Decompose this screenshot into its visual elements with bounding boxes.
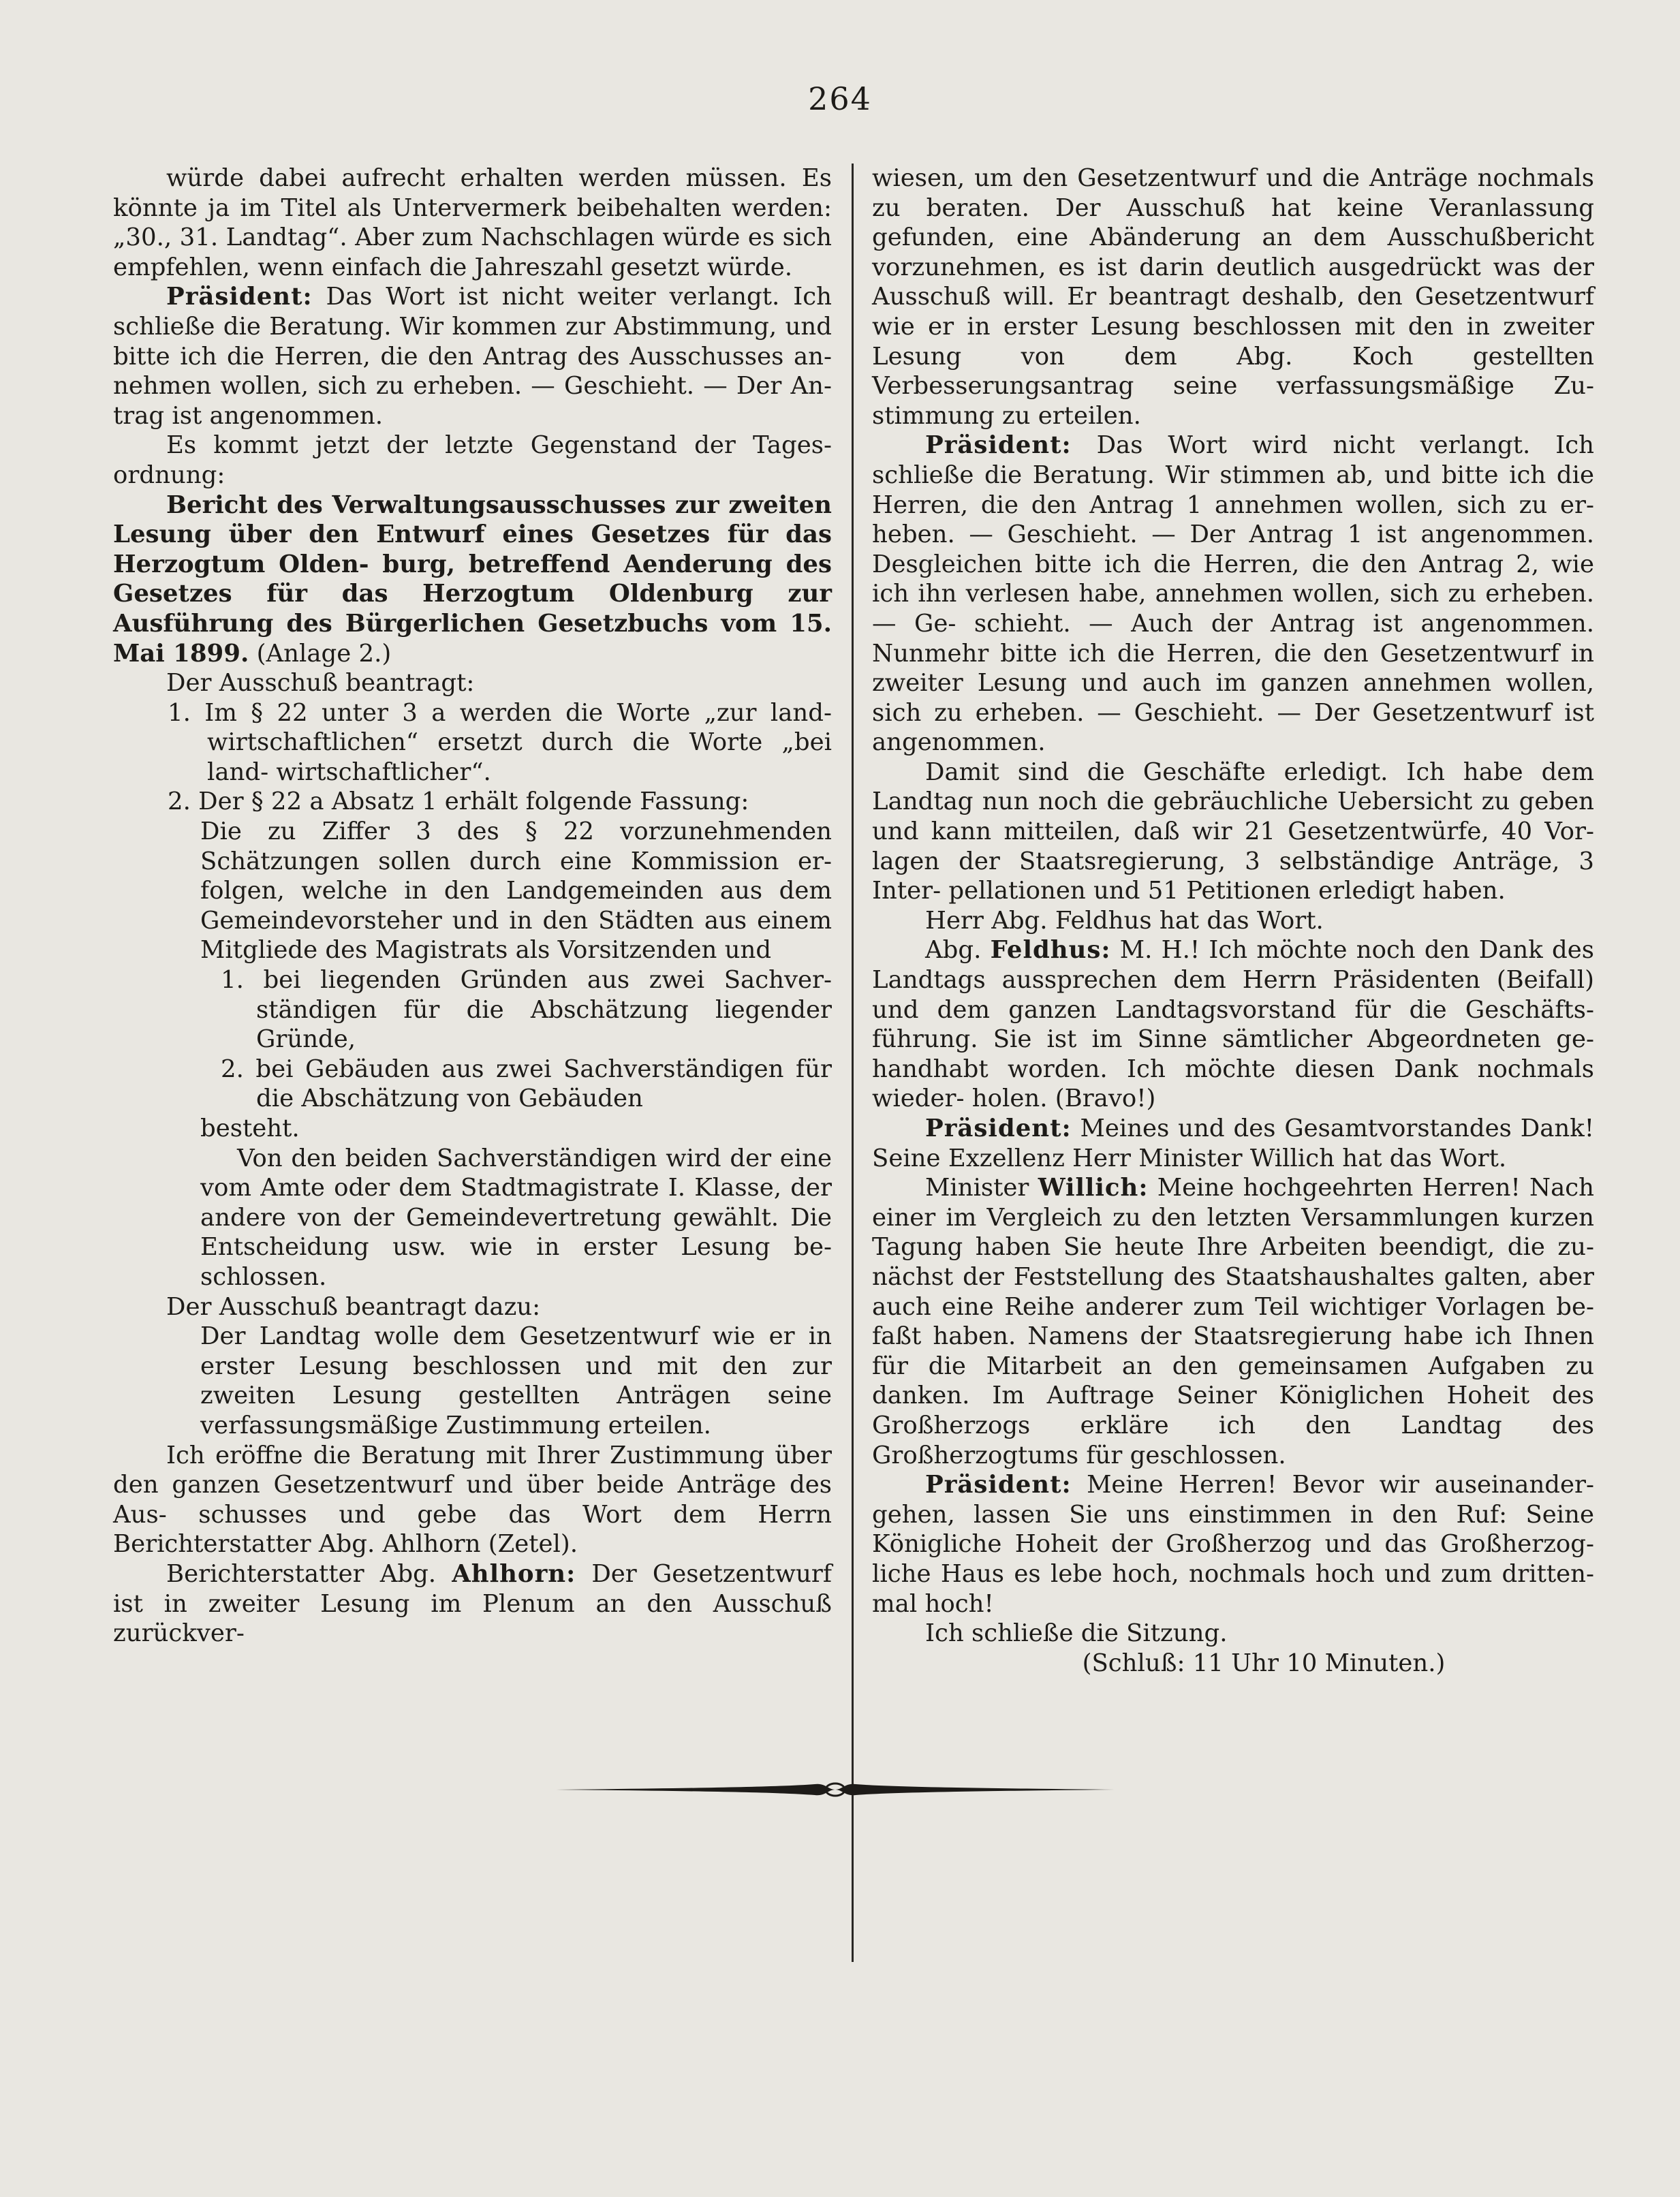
sub-list-item-text: 1. bei liegenden Gründen aus zwei Sachver- ständigen für die Abschätzung liegender Gründe, xyxy=(221,966,832,1054)
quoted-text xyxy=(113,1144,832,1292)
paragraph xyxy=(872,163,1594,431)
speaker-name: Feldhus: xyxy=(990,936,1111,965)
paragraph-text: Der Ausschuß beantragt: xyxy=(166,669,475,698)
paragraph xyxy=(113,1292,832,1322)
page-number: 264 xyxy=(808,80,872,117)
quoted-text-body: Der Landtag wolle dem Gesetzentwurf wie er in erster Lesung beschlossen und mit den zur zweiten Lesung gestellten Anträgen seine verfassungsmäßige Zustimmung erteilen. xyxy=(200,1322,832,1439)
paragraph xyxy=(872,758,1594,906)
paragraph-text: Herr Abg. Feldhus hat das Wort. xyxy=(925,906,1324,935)
quoted-text-body: Von den beiden Sachverständigen wird der eine vom Amte oder dem Stadtmagistrate I. Klasse, der andere von der Gemeindevertretung gewählt. Die Entscheidung usw. wie in erster Lesung be- schlossen. xyxy=(200,1144,832,1291)
speaker-name: Präsident: xyxy=(925,1115,1072,1142)
closing-note-text: (Schluß: 11 Uhr 10 Minuten.) xyxy=(1082,1649,1446,1677)
sub-list-item-text: 2. bei Gebäuden aus zwei Sachverständigen für die Abschätzung von Gebäuden xyxy=(221,1055,832,1113)
speaker-name: Präsident: xyxy=(925,431,1072,460)
speech xyxy=(113,1559,832,1649)
paragraph-text: wiesen, um den Gesetzentwurf und die Anträge nochmals zu beraten. Der Ausschuß hat keine Veranlassung gefunden, eine Abänderung an dem Ausschußbericht vorzunehmen, es ist darin deutlich ausgedrückt was der Ausschuß will. Er beantragt deshalb, den Gesetzentwurf wie er in erster Lesung beschlossen mit den in zweiter Lesung von dem Abg. Koch gestellten Verbesserungsantrag seine verfassungsmäßige Zu- stimmung zu erteilen. xyxy=(872,164,1594,430)
paragraph xyxy=(113,1441,832,1559)
speech-text: Meines und des Gesamtvorstandes Dank! Seine Exzellenz Herr Minister Willich hat das Wort. xyxy=(872,1115,1594,1172)
paragraph xyxy=(113,163,832,282)
list-item-text: 1. Im § 22 unter 3 a werden die Worte „zur land- wirtschaftlichen“ ersetzt durch die Worte „bei land- wirtschaftlicher“. xyxy=(168,698,832,786)
quoted-text xyxy=(113,817,832,965)
closing-note xyxy=(872,1649,1594,1679)
speech-text: Meine hochgeehrten Herren! Nach einer im Vergleich zu den letzten Versammlungen kurzen Tagung haben Sie heute Ihre Arbeiten beendigt, die zu- nächst der Feststellung des Staatshaushaltes galten, aber auch eine Reihe anderer zum Teil wichtiger Vorlagen be- faßt haben. Namens der Staatsregierung habe ich Ihnen für die Mitarbeit an den gemeinsamen Aufgaben zu danken. Im Auftrage Seiner Königlichen Hoheit des Großherzogs erkläre ich den Landtag des Großherzogtums für geschlossen. xyxy=(872,1174,1595,1469)
agenda-item-title: Bericht des Verwaltungsausschusses zur zweiten Lesung über den Entwurf eines Gesetzes für das Herzogtum Olden- burg, betreffend Aenderung des Gesetzes für das Herzogtum Oldenburg zur Ausführung des Bürgerlichen Gesetzbuchs vom 15. Mai 1899. xyxy=(113,490,832,668)
list-item xyxy=(113,787,832,817)
list-item-text: 2. Der § 22 a Absatz 1 erhält folgende Fassung: xyxy=(168,788,749,816)
speech-text: Das Wort ist nicht weiter verlangt. Ich schließe die Beratung. Wir kommen zur Abstimmung, und bitte ich die Herren, die den Antrag des Ausschusses an- nehmen wollen, sich zu erheben. — Geschieht. — Der An- trag ist angenommen. xyxy=(113,283,832,430)
speech-text: Das Wort wird nicht verlangt. Ich schließe die Beratung. Wir stimmen ab, und bitte ich die Herren, die den Antrag 1 annehmen wollen, sich zu er- heben. — Geschieht. — Der Antrag 1 ist angenommen. Desgleichen bitte ich die Herren, die den Antrag 2, wie ich ihn verlesen habe, annehmen wollen, sich zu erheben. — Ge- schieht. — Auch der Antrag ist angenommen. Nunmehr bitte ich die Herren, die den Gesetzentwurf in zweiter Lesung und auch im ganzen annehmen wollen, sich zu erheben. — Geschieht. — Der Gesetzentwurf ist angenommen. xyxy=(872,431,1594,757)
quoted-text xyxy=(113,1114,832,1144)
speaker-prefix: Berichterstatter Abg. xyxy=(166,1559,437,1588)
paragraph-text: Es kommt jetzt der letzte Gegenstand der Tages- ordnung: xyxy=(113,431,832,489)
paragraph-text: Ich schließe die Sitzung. xyxy=(925,1619,1228,1648)
agenda-item xyxy=(113,490,832,669)
speech xyxy=(872,935,1594,1114)
paragraph xyxy=(113,668,832,698)
quoted-text-body: besteht. xyxy=(200,1115,300,1142)
speaker-prefix: Abg. xyxy=(925,936,982,965)
paragraph-text: würde dabei aufrecht erhalten werden müssen. Es könnte ja im Titel als Untervermerk beibehalten werden: „30., 31. Landtag“. Aber zum Nachschlagen würde es sich empfehlen, wenn einfach die Jahreszahl gesetzt würde. xyxy=(113,164,832,281)
paragraph-text: Der Ausschuß beantragt dazu: xyxy=(166,1292,541,1321)
speaker-name: Ahlhorn: xyxy=(452,1559,576,1588)
list-item xyxy=(113,698,832,788)
quoted-text-body: Die zu Ziffer 3 des § 22 vorzunehmenden Schätzungen sollen durch eine Kommission er- folgen, welche in den Landgemeinden aus dem Gemeindevorsteher und in den Städten aus einem Mitgliede des Magistrats als Vorsitzenden und xyxy=(200,817,832,965)
sub-list-item xyxy=(113,1055,832,1114)
speech-text: Der Gesetzentwurf ist in zweiter Lesung im Plenum an den Ausschuß zurückver- xyxy=(113,1559,832,1648)
paragraph xyxy=(872,1619,1594,1649)
speech xyxy=(872,1173,1594,1470)
column-divider xyxy=(852,163,854,1962)
paragraph-text: Ich eröffne die Beratung mit Ihrer Zustimmung über den ganzen Gesetzentwurf und über beide Anträge des Aus- schusses und gebe das Wort dem Herrn Berichterstatter Abg. Ahlhorn (Zetel). xyxy=(113,1441,832,1559)
speech xyxy=(872,1114,1594,1173)
speaker-name: Präsident: xyxy=(166,283,313,311)
paragraph-text: Damit sind die Geschäfte erledigt. Ich habe dem Landtag nun noch die gebräuchliche Uebersicht zu geben und kann mitteilen, daß wir 21 Gesetzentwürfe, 40 Vor- lagen der Staatsregierung, 3 selbständige Anträge, 3 Inter- pellationen und 51 Petitionen erledigt haben. xyxy=(872,758,1594,905)
speech xyxy=(872,431,1594,758)
agenda-item-annex: (Anlage 2.) xyxy=(256,639,392,668)
quoted-text xyxy=(113,1322,832,1440)
speaker-name: Willich: xyxy=(1038,1174,1149,1202)
right-column xyxy=(872,163,1594,1678)
speech-text: Meine Herren! Bevor wir auseinander- gehen, lassen Sie uns einstimmen in den Ruf: Seine Königliche Hoheit der Großherzog und das Großherzog- liche Haus es lebe hoch, nochmals hoch und zum dritten- mal hoch! xyxy=(872,1471,1594,1618)
paragraph xyxy=(872,906,1594,936)
speech xyxy=(113,282,832,431)
speaker-prefix: Minister xyxy=(925,1174,1029,1202)
speech-text: M. H.! Ich möchte noch den Dank des Landtags aussprechen dem Herrn Präsidenten (Beifall) und dem ganzen Landtagsvorstand für die Geschäfts- führung. Sie ist im Sinne sämtlicher Abgeordneten ge- handhabt worden. Ich möchte diesen Dank nochmals wieder- holen. (Bravo!) xyxy=(872,936,1594,1113)
speaker-name: Präsident: xyxy=(925,1471,1072,1499)
speech xyxy=(872,1470,1594,1619)
left-column xyxy=(113,163,832,1649)
sub-list-item xyxy=(113,965,832,1055)
end-ornament xyxy=(556,1775,1115,1805)
paragraph xyxy=(113,431,832,490)
